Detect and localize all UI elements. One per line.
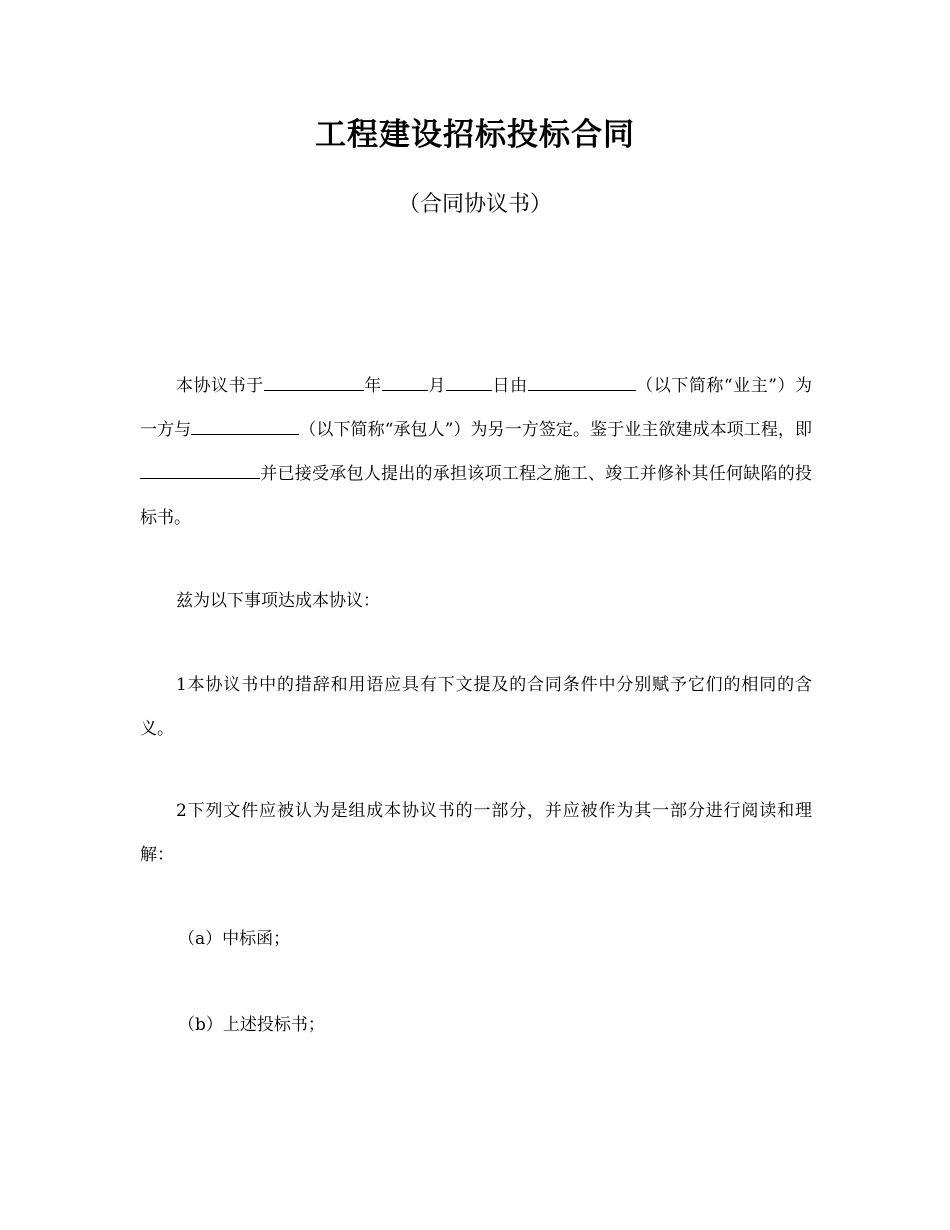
document-title: 工程建设招标投标合同 bbox=[315, 117, 635, 153]
intro-text-2: 年 bbox=[363, 376, 382, 396]
date-day-blank bbox=[446, 372, 492, 391]
document-subtitle: （合同协议书） bbox=[397, 192, 552, 217]
intro-text-1: 本协议书于 bbox=[176, 376, 264, 396]
owner-name-blank bbox=[528, 372, 636, 391]
list-item-a: （a）中标函； bbox=[178, 929, 291, 949]
date-year-blank bbox=[264, 372, 364, 391]
intro-text-3: 月 bbox=[427, 376, 446, 396]
list-item-b: （b）上述投标书； bbox=[178, 1015, 325, 1035]
agreement-statement: 兹为以下事项达成本协议： bbox=[176, 591, 380, 611]
intro-text-6: （以下简称“承包人”）为另一方签定。鉴于业主欲建成本项工程，即 bbox=[299, 420, 812, 440]
date-month-blank bbox=[382, 372, 428, 391]
contractor-name-blank bbox=[191, 416, 299, 435]
intro-text-4: 日由 bbox=[491, 376, 528, 396]
project-name-blank bbox=[140, 460, 260, 479]
clause-2: 2下列文件应被认为是组成本协议书的一部分，并应被作为其一部分进行阅读和理解： bbox=[140, 801, 812, 865]
intro-text-7: 并已接受承包人提出的承担该项工程之施工、竣工并修补其任何缺陷的投标书。 bbox=[140, 464, 812, 528]
agreement-intro-paragraph bbox=[140, 364, 812, 540]
clause-1: 1本协议书中的措辞和用语应具有下文提及的合同条件中分别赋予它们的相同的含义。 bbox=[140, 675, 812, 739]
intro-text-5: （以下简称“业主”）为一方与 bbox=[140, 376, 813, 440]
